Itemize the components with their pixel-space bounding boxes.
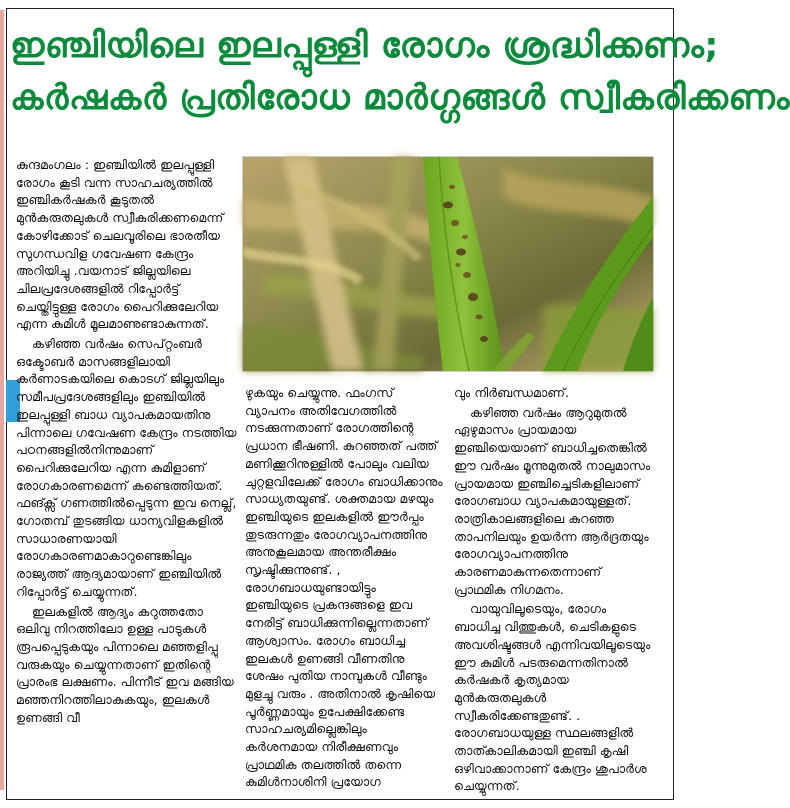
article-column-2 [245, 384, 443, 793]
paragraph: വും നിർബന്ധമാണ്. [454, 385, 570, 400]
headline-line-2: കർഷകർ പ്രതിരോധ മാർഗ്ഗങ്ങൾ സ്വീകരിക്കണം [10, 78, 790, 118]
left-margin-rule [0, 10, 4, 790]
paragraph: ഇലകളിൽ ആദ്യം കറുത്തതോ ഒലിവു നിറത്തിലോ ഉള്ള പാടുകൾ രൂപപ്പെടുകയും പിന്നാലെ മഞ്ഞളിപ്പു വരുകയും ചെയ്യുന്നതാണ് ഇതിന്റെ പ്രാരംഭ ലക്ഷണം. പിന്നീട് ഇവ മങ്ങിയ മഞ്ഞനിറത്തിലാകുകയും, ഇലകൾ ഉണങ്ങി വീ [16, 603, 234, 725]
paragraph: ഴുകയും ചെയ്യുന്നു. ഫംഗസ് വ്യാപനം അതിവേഗത്തിൽ നടക്കുന്നതാണ് രോഗത്തിന്റെ പ്രധാന ഭീഷണി. കുറഞ്ഞത് പത്ത് മണിക്കൂറിനുള്ളിൽ പോലും വലിയ ചുറ്റളവിലേക്ക് രോഗം ബാധിക്കാനും സാധ്യതയുണ്ട്. ശക്തമായ മഴയും ഇഞ്ചിയുടെ ഇലകളിൽ ഈർപ്പം തുടരുന്നതും രോഗവ്യാപനത്തിനു അനുകൂലമായ അന്തരീക്ഷം സൃഷ്ടിക്കുന്നുണ്ട്. , രോഗബാധയുണ്ടായിട്ടും ഇഞ്ചിയുടെ പ്രകന്ദങ്ങളെ ഇവ നേരിട്ട് ബാധിക്കുന്നില്ലെന്നതാണ് ആശ്വാസം. രോഗം ബാധിച്ച ഇലകൾ ഉണങ്ങി വീണതിനു ശേഷം പുതിയ നാമ്പുകൾ വീണ്ടും മുളച്ചു വരും . അതിനാൽ കൃഷിയെ പൂർണ്ണമായും ഉപേക്ഷിക്കേണ്ട സാഹചര്യമില്ലെങ്കിലും കർശനമായ നിരീക്ഷണവും പ്രാഥമിക തലത്തിൽ തന്നെ കുമിൾനാശിനി പ്രയോഗ [245, 385, 443, 790]
ginger-leaf-photo [242, 156, 654, 372]
article-column-1 [16, 156, 237, 729]
headline-line-1: ഇഞ്ചിയിലെ ഇലപ്പുള്ളി രോഗം ശ്രദ്ധിക്കണം; [10, 26, 719, 66]
paragraph: വായുവിലൂടെയും, രോഗം ബാധിച്ച വിത്തുകൾ, ചെടികളുടെ അവശിഷ്ടങ്ങൾ എന്നിവയിലൂടെയും ഈ കുമിൾ പടരുമെന്നതിനാൽ കർഷകർ കൃത്യമായ മുൻകരുതലുകൾ സ്വീകരിക്കേണ്ടതുണ്ട്. . രോഗബാധയുള്ള സ്ഥലങ്ങളിൽ താത്കാലികമായി ഇഞ്ചി കൃഷി ഒഴിവാക്കാനാണ് കേന്ദ്രം ശുപാർശ ചെയ്യുന്നത്. [454, 601, 651, 794]
paragraph: കുന്ദമംഗലം : ഇഞ്ചിയിൽ ഇലപ്പുള്ളി രോഗം കൂടി വന്ന സാഹചര്യത്തിൽ ഇഞ്ചികർഷകർ കൂടുതൽ മുൻകരുതലുകൾ സ്വീകരിക്കണമെന്ന് കോഴിക്കോട് ചെലവൂരിലെ ഭാരതീയ സുഗന്ധവിള ഗവേഷണ കേന്ദ്രം അറിയിച്ചു .വയനാട് ജില്ലയിലെ ചിലപ്രദേശങ്ങളിൽ റിപ്പോർട്ട് ചെയ്തിട്ടുള്ള രോഗം പൈറിക്കുലേറിയ എന്ന കുമിൾ മൂലമാണുണ്ടാകുന്നത്. [16, 157, 224, 332]
article-column-3 [454, 384, 655, 797]
paragraph: കഴിഞ്ഞ വർഷം ആറുമുതൽ ഏഴുമാസം പ്രായമായ ഇഞ്ചിയെയാണ് ബാധിച്ചതെങ്കിൽ ഈ വർഷം മൂന്നുമുതൽ നാലുമാസം പ്രായമായ ഇഞ്ചിച്ചെടികളിലാണ് രോഗബാധ വ്യാപകമായുള്ളത്. രാത്രികാലങ്ങളിലെ കുറഞ്ഞ താപനിലയും ഉയർന്ന ആർദ്രതയും രോഗവ്യാപനത്തിനു കാരണമാകുന്നതെന്നാണ് പ്രാഥമിക നിഗമനം. [454, 404, 651, 597]
paragraph: കഴിഞ്ഞ വർഷം സെപ്റ്റംബർ ഒക്ടോബർ മാസങ്ങളിലായി കർണാടകയിലെ കൊടഗ് ജില്ലയിലും സമീപപ്രദേശങ്ങളിലും ഇഞ്ചിയിൽ ഇലപ്പുള്ളി ബാധ വ്യാപകമായതിനു പിന്നാലെ ഗവേഷണ കേന്ദ്രം നടത്തിയ പഠനങ്ങളിൽനിന്നുമാണ് പൈറിക്കുലേറിയ എന്ന കുമിളാണ് രോഗകാരണമെന്ന് കണ്ടെത്തിയത്. ഫങ്ക്സ് ഗണത്തിൽപ്പെടുന്ന ഇവ നെല്ല്, ഗോതമ്പ് തുടങ്ങിയ ധാന്യവിളകളിൽ സാധാരണയായി രോഗകാരണമാകാറുണ്ടെങ്കിലും രാജ്യത്ത് ആദ്യമായാണ് ഇഞ്ചിയിൽ റിപ്പോർട്ട് ചെയ്യുന്നത്. [16, 336, 237, 599]
